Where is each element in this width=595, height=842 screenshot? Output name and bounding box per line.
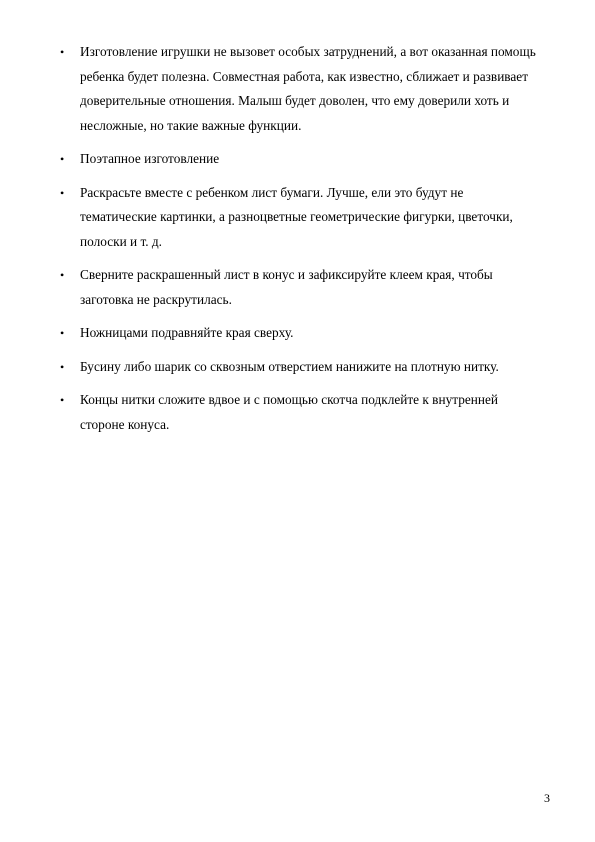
list-item <box>60 263 540 312</box>
bullet-icon: • <box>60 185 65 200</box>
list-item <box>60 181 540 255</box>
list-item-text: Бусину либо шарик со сквозным отверстием нанижите на плотную нитку. <box>80 358 499 374</box>
list-item <box>60 388 540 437</box>
bullet-icon: • <box>60 359 65 374</box>
list-item <box>60 147 540 172</box>
bullet-icon: • <box>60 393 65 407</box>
list-item-text: Ножницами подравняйте края сверху. <box>80 325 294 340</box>
list-item <box>60 321 540 346</box>
list-item-text: Сверните раскрашенный лист в конус и зафиксируйте клеем края, чтобы заготовка не раскрутилась. <box>80 267 493 307</box>
list-item-text: Концы нитки сложите вдвое и с помощью скотча подклейте к внутренней стороне конуса. <box>80 392 499 432</box>
list-item-text: Поэтапное изготовление <box>80 151 220 166</box>
bullet-icon: • <box>60 326 65 340</box>
bullet-icon: • <box>60 268 65 282</box>
page-number: 3 <box>544 791 550 805</box>
list-item-text: Изготовление игрушки не вызовет особых затруднений, а вот оказанная помощь ребенка будет полезна. Совместная работа, как известно, сближает и развивает доверительные отношения. Малыш будет доволен, что ему доверили хоть и несложные, но такие важные функции. <box>80 44 536 133</box>
list-item <box>60 40 540 138</box>
bullet-icon: • <box>60 152 65 166</box>
list-item <box>60 355 540 380</box>
instruction-list <box>60 40 540 446</box>
bullet-icon: • <box>60 45 65 59</box>
list-item-text: Раскрасьте вместе с ребенком лист бумаги. Лучше, ели это будут не тематические картинки, а разноцветные геометрические фигурки, цветочки, полоски и т. д. <box>80 184 513 249</box>
